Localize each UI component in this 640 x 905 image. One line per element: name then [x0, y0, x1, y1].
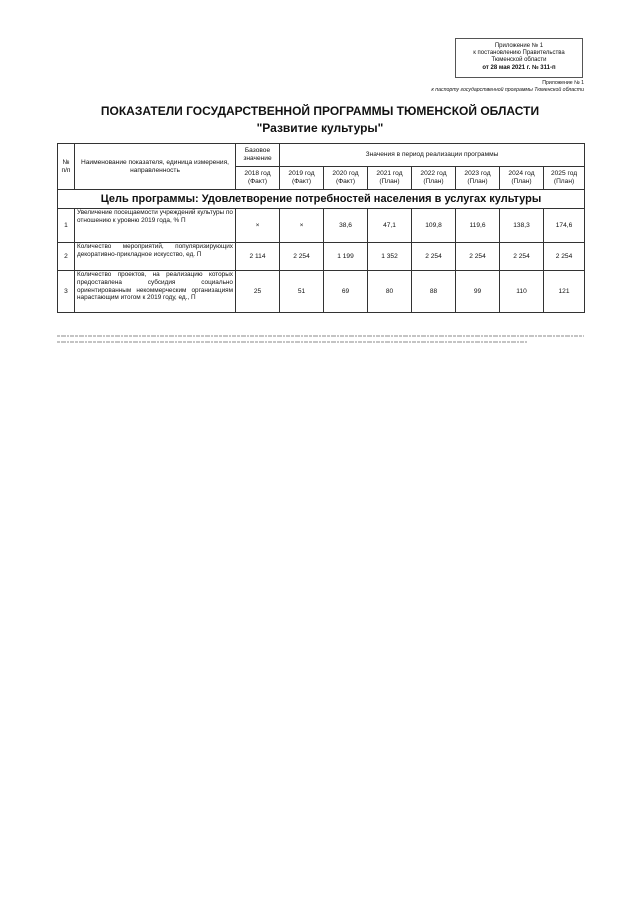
indicators-table	[57, 143, 585, 313]
row-num: 2	[58, 243, 75, 271]
row-value: ×	[280, 209, 324, 243]
row-value: 25	[236, 271, 280, 313]
row-num: 1	[58, 209, 75, 243]
stamp-line-1: Приложение № 1	[494, 43, 544, 49]
row-value: 51	[280, 271, 324, 313]
row-value: 2 254	[280, 243, 324, 271]
passport-annex-note	[431, 80, 584, 93]
program-goal: Цель программы: Удовлетворение потребностей населения в услугах культуры	[58, 190, 585, 209]
row-num: 3	[58, 271, 75, 313]
row-value: 109,8	[412, 209, 456, 243]
row-value: 110	[500, 271, 544, 313]
row-value: 2 254	[500, 243, 544, 271]
stamp-line-3: Тюменской области	[491, 57, 547, 64]
row-value: 2 254	[456, 243, 500, 271]
row-value: 2 114	[236, 243, 280, 271]
table-row	[58, 243, 585, 271]
program-name: "Развитие культуры"	[256, 121, 384, 135]
header-year: 2022 год (План)	[412, 167, 456, 190]
annex-line-2: к паспорту государственной программы Тюменской области	[431, 86, 584, 93]
table-row	[58, 271, 585, 313]
row-value: 1 352	[368, 243, 412, 271]
row-value: 121	[544, 271, 585, 313]
header-year: 2025 год (План)	[544, 167, 585, 190]
row-value: 80	[368, 271, 412, 313]
row-name: Количество проектов, на реализацию которых предоставлена субсидия социально ориентированным некоммерческим организациям нарастающим итогом к 2019 году, ед., П	[75, 271, 236, 313]
row-value: 119,6	[456, 209, 500, 243]
row-value: 2 254	[412, 243, 456, 271]
row-value: ×	[236, 209, 280, 243]
header-year: 2019 год (Факт)	[280, 167, 324, 190]
row-value: 38,6	[324, 209, 368, 243]
header-year: 2020 год (Факт)	[324, 167, 368, 190]
row-value: 69	[324, 271, 368, 313]
row-value: 174,6	[544, 209, 585, 243]
stamp-line-2: к постановлению Правительства	[473, 50, 565, 57]
row-value: 2 254	[544, 243, 585, 271]
print-footer-lines	[57, 333, 597, 347]
row-name: Увеличение посещаемости учреждений культуры по отношению к уровню 2019 года, % П	[75, 209, 236, 243]
goal-row	[58, 190, 585, 209]
header-year: 2018 год (Факт)	[236, 167, 280, 190]
annex-line-1: Приложение № 1	[542, 80, 584, 86]
row-value: 1 199	[324, 243, 368, 271]
row-value: 99	[456, 271, 500, 313]
table-header-row-1	[58, 144, 585, 167]
header-year: 2024 год (План)	[500, 167, 544, 190]
annex-stamp-box	[455, 38, 583, 78]
row-value: 138,3	[500, 209, 544, 243]
row-value: 88	[412, 271, 456, 313]
header-base: Базовое значение	[236, 144, 280, 167]
header-year: 2021 год (План)	[368, 167, 412, 190]
header-year: 2023 год (План)	[456, 167, 500, 190]
row-name: Количество мероприятий, популяризирующих декоративно-прикладное искусство, ед. П	[75, 243, 236, 271]
header-period: Значения в период реализации программы	[280, 144, 585, 167]
header-num: № п/п	[58, 144, 75, 190]
row-value: 47,1	[368, 209, 412, 243]
stamp-line-4: от 28 мая 2021 г. № 311-п	[482, 64, 556, 71]
table-row	[58, 209, 585, 243]
header-name: Наименование показателя, единица измерения, направленность	[75, 144, 236, 190]
document-title: ПОКАЗАТЕЛИ ГОСУДАРСТВЕННОЙ ПРОГРАММЫ ТЮМЕНСКОЙ ОБЛАСТИ	[100, 104, 540, 118]
